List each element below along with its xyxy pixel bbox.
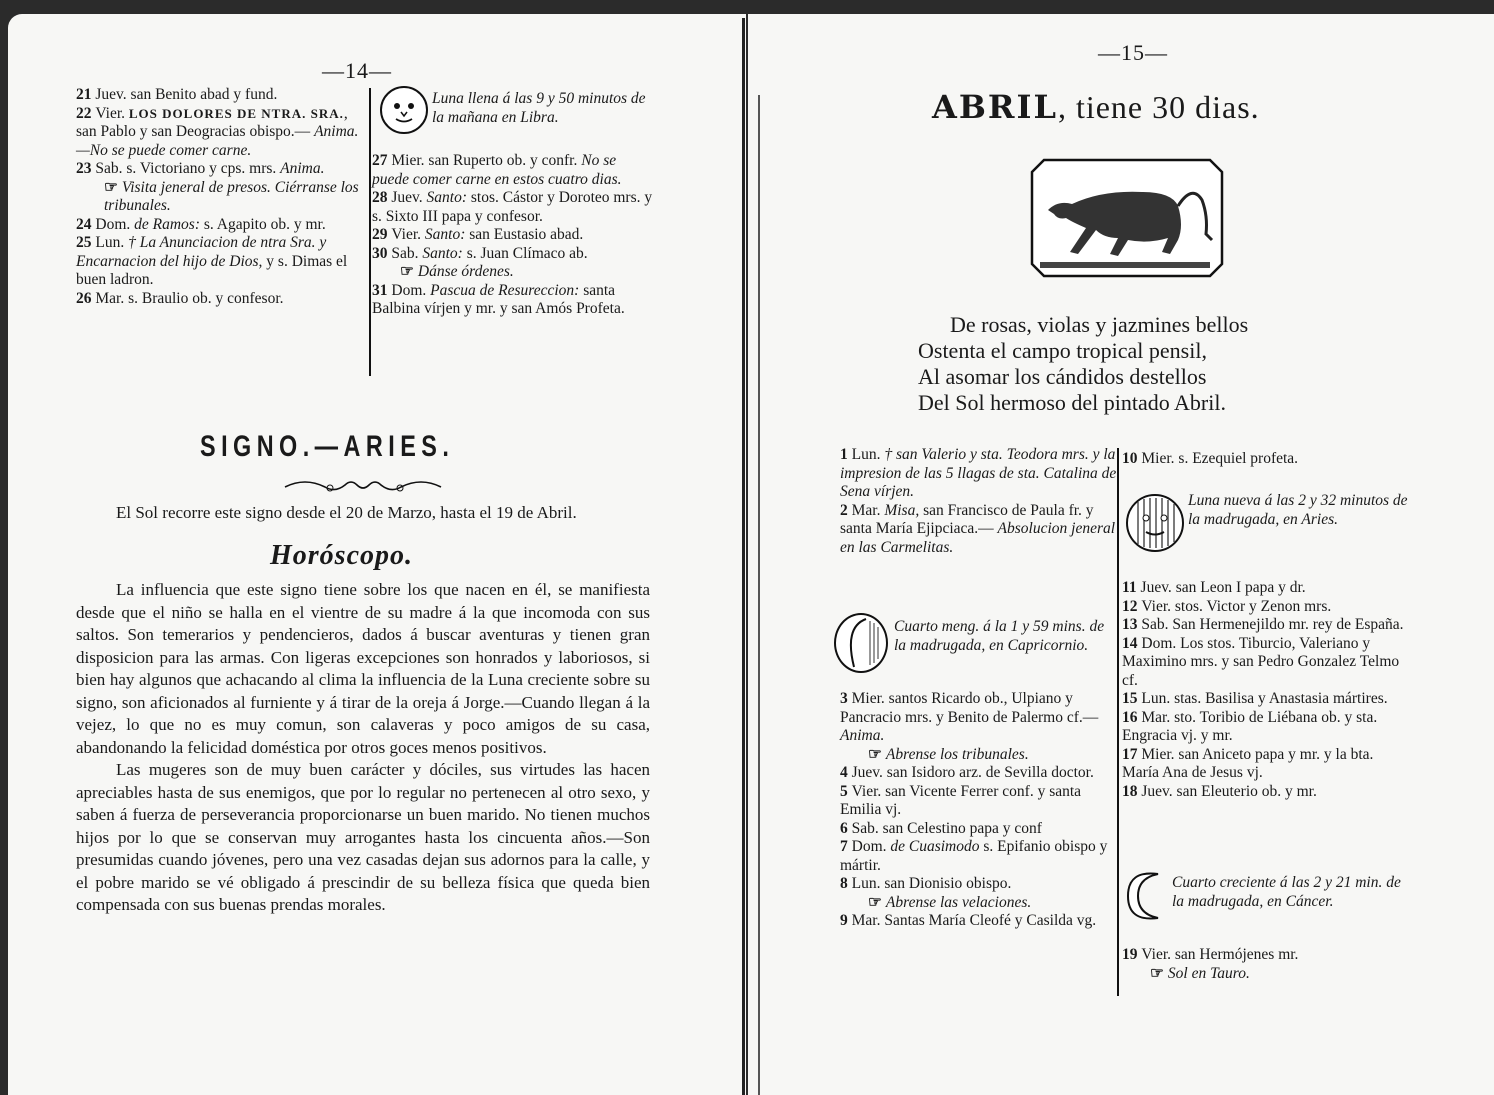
- waning-moon-note: Cuarto meng. á la 1 y 59 mins. de la madrugada, en Capricornio.: [894, 618, 1105, 654]
- day-of-week: Vier.: [1141, 946, 1175, 963]
- day-number: 17: [1122, 745, 1142, 763]
- column-divider: [1117, 448, 1119, 996]
- month-name: ABRIL: [932, 88, 1058, 126]
- note-text: Dánse órdenes.: [417, 263, 514, 280]
- horoscopo-paragraph-1: La influencia que este signo tiene sobre los que nacen en él, se manifiesta desde que el niño se halla en el vientre de su madre á la que incomoda con sus saltos. Son temerarios y pendencieros, dados á buscar aventuras y tienen gran disposicion para las armas. Con ligeras excepciones son honrados y laboriosos, si bien hay algunos que achacando al clima la influencia de la Luna creciente sobre su signo, son aficionados al furniente y á tirar de la oreja á Jorge.—Cuando llegan á la vejez, lo que no es muy comun, son calaveras y poco amigos de su casa, abandonando la felicidad doméstica por otros goces menos positivos.: [76, 580, 650, 757]
- saints-text: Santas María Cleofé y Casilda vg.: [884, 912, 1097, 929]
- calendar-note: [76, 179, 366, 216]
- calendar-day-entry: [1122, 635, 1412, 691]
- day-number: 22: [76, 104, 96, 122]
- calendar-day-entry: [76, 290, 366, 309]
- new-moon-note: Luna nueva á las 2 y 32 minutos de la madrugada, en Aries.: [1188, 492, 1408, 528]
- new-moon-icon: [1126, 494, 1184, 552]
- observance-text: Anima.: [280, 160, 325, 177]
- saints-text: san Isidoro arz. de Sevilla doctor.: [886, 764, 1094, 781]
- day-of-week: Vier.: [851, 782, 886, 800]
- feast-label: † La Anunciacion de ntra Sra. y Encarnacion del hijo de Dios,: [76, 234, 327, 270]
- day-number: 13: [1122, 616, 1142, 633]
- pointing-hand-icon: ☞: [400, 263, 414, 280]
- pointing-hand-icon: ☞: [1150, 964, 1164, 982]
- april-calendar-column-2a: [1122, 450, 1412, 469]
- day-of-week: Dom.: [391, 281, 431, 299]
- calendar-day-entry: [76, 86, 366, 105]
- note-text: Sol en Tauro.: [1167, 964, 1250, 982]
- day-of-week: Sab.: [391, 244, 423, 262]
- day-of-week: Lun.: [851, 446, 885, 463]
- day-of-week: Mar.: [95, 289, 129, 307]
- calendar-day-entry: [1122, 598, 1412, 617]
- signo-title: SIGNO.—ARIES.: [200, 430, 455, 463]
- calendar-day-entry: [1122, 616, 1412, 635]
- saints-text: stos. Victor y Zenon mrs.: [1174, 597, 1332, 615]
- day-of-week: Sab.: [851, 819, 883, 837]
- day-number: 4: [840, 764, 852, 781]
- poem-line-3: Al asomar los cándidos destellos: [918, 364, 1207, 389]
- day-number: 18: [1122, 782, 1142, 800]
- march-calendar-column-2: [372, 152, 656, 319]
- saints-text: san Benito abad y fund.: [130, 86, 278, 103]
- saints-text: san Celestino papa y conf: [882, 819, 1042, 837]
- waning-moon-icon: [834, 613, 888, 673]
- day-of-week: Juev.: [851, 764, 887, 781]
- day-of-week: Juev.: [95, 86, 131, 103]
- day-of-week: Juev.: [391, 189, 427, 206]
- day-number: 26: [76, 289, 96, 307]
- calendar-day-entry: [372, 245, 656, 264]
- calendar-day-entry: [1122, 746, 1412, 783]
- saints-text: stas. Basilisa y Anastasia mártires.: [1174, 690, 1388, 707]
- poem-line-1: De rosas, violas y jazmines bellos: [950, 312, 1249, 337]
- saints-text: s. Ezequiel profeta.: [1178, 450, 1299, 467]
- pointing-hand-icon: ☞: [104, 178, 118, 196]
- taurus-bull-icon: [1030, 158, 1224, 278]
- day-number: 16: [1122, 708, 1142, 726]
- april-poem: [918, 312, 1248, 416]
- day-number: 30: [372, 244, 392, 262]
- day-number: 14: [1122, 634, 1142, 652]
- note-text: Visita jeneral de presos. Ciérranse los tribunales.: [104, 178, 359, 214]
- full-moon-note: Luna llena á las 9 y 50 minutos de la mañana en Libra.: [432, 90, 646, 126]
- calendar-day-entry: [372, 282, 656, 319]
- note-text: Abrense los tribunales.: [885, 745, 1029, 763]
- saints-text: s. Epifanio obispo y mártir.: [840, 838, 1108, 874]
- calendar-day-entry: [1122, 783, 1412, 802]
- calendar-day-entry: [840, 502, 1118, 558]
- month-days: , tiene 30 dias.: [1057, 89, 1260, 125]
- observance-text: Anima.—No se puede comer carne.: [76, 123, 359, 159]
- day-of-week: Sab.: [1141, 616, 1173, 633]
- day-of-week: Mier.: [1141, 450, 1179, 467]
- calendar-day-entry: [1122, 946, 1412, 965]
- pointing-hand-icon: ☞: [868, 745, 882, 763]
- calendar-day-entry: [1122, 690, 1412, 709]
- poem-line-2: Ostenta el campo tropical pensil,: [918, 338, 1207, 363]
- saints-text: s. Juan Clímaco ab.: [466, 244, 588, 262]
- calendar-note: [840, 746, 1118, 765]
- day-of-week: Juev.: [1141, 782, 1177, 800]
- feast-label: Misa,: [884, 501, 924, 519]
- day-of-week: Lun.: [1141, 690, 1175, 707]
- saints-text: san Aniceto papa y mr. y la bta. María Ana de Jesus vj.: [1122, 745, 1374, 781]
- book-gutter-shadow: [758, 95, 760, 1095]
- day-of-week: Vier.: [1141, 597, 1175, 615]
- calendar-note: [372, 263, 656, 282]
- april-calendar-column-2b: [1122, 579, 1412, 801]
- book-gutter: [742, 18, 745, 1095]
- calendar-day-entry: [840, 912, 1118, 931]
- saints-text: y s. Dimas el buen ladron.: [76, 252, 348, 288]
- observance-text: No se puede comer carne en estos cuatro dias.: [372, 152, 622, 188]
- day-number: 11: [1122, 579, 1141, 596]
- saints-text: san Eustasio abad.: [469, 226, 584, 243]
- month-title: [932, 88, 1260, 126]
- day-of-week: Dom.: [95, 215, 135, 233]
- observance-text: Absolucion jeneral en las Carmelitas.: [840, 520, 1116, 556]
- calendar-day-entry: [840, 820, 1118, 839]
- horoscopo-paragraph-2: Las mugeres son de muy buen carácter y dóciles, sus virtudes las hacen apreciables hasta de sus enemigos, que por lo regular no pertenecen al otro sexo, y saben á fuerza de perseverancia proporcionarse un buen marido. No tienen muchos hijos por lo que se conservan muy arrogantes hasta los cincuenta años.—Son presumidas cuando jóvenes, pero una vez casadas dejan sus adornos para la calle, y el pobre marido se vé obligado á prescindir de su belleza física que queda bien compensada con sus buenas prendas morales.: [76, 760, 650, 914]
- feast-label: Santo:: [426, 189, 471, 206]
- calendar-day-entry: [76, 105, 366, 161]
- saints-text: san Eleuterio ob. y mr.: [1176, 782, 1317, 800]
- day-number: 23: [76, 160, 96, 177]
- saints-text: , san Pablo y san Deogracias obispo.—: [76, 104, 348, 140]
- april-calendar-column-1b: [840, 690, 1118, 931]
- saints-text: san Ruperto ob. y confr.: [428, 152, 582, 169]
- signo-intro-text: El Sol recorre este signo desde el 20 de Marzo, hasta el 19 de Abril.: [116, 503, 577, 522]
- calendar-day-entry: [840, 690, 1118, 746]
- day-of-week: Dom.: [851, 838, 891, 855]
- calendar-day-entry: [840, 875, 1118, 894]
- saints-text: san Leon I papa y dr.: [1175, 579, 1306, 596]
- calendar-note: [1122, 965, 1412, 984]
- feast-label: de Cuasimodo: [890, 838, 984, 855]
- full-moon-icon: [380, 86, 428, 134]
- feast-name: LOS DOLORES DE NTRA. SRA.: [128, 105, 344, 121]
- page-number-15: —15—: [1098, 40, 1168, 65]
- calendar-day-entry: [76, 216, 366, 235]
- day-of-week: Sab.: [95, 160, 127, 177]
- calendar-day-entry: [76, 234, 366, 290]
- day-of-week: Vier.: [391, 226, 425, 243]
- poem-line-4: Del Sol hermoso del pintado Abril.: [918, 390, 1226, 415]
- calendar-day-entry: [1122, 450, 1412, 469]
- waxing-moon-note: Cuarto creciente á las 2 y 21 min. de la madrugada, en Cáncer.: [1172, 874, 1401, 910]
- signo-intro: [76, 502, 650, 525]
- calendar-day-entry: [372, 152, 656, 189]
- march-calendar-column-1: [76, 86, 366, 308]
- day-of-week: Lun.: [851, 875, 885, 892]
- day-number: 2: [840, 501, 852, 519]
- saints-text: santa Balbina vírjen y mr. y san Amós Profeta.: [372, 281, 625, 317]
- day-number: 19: [1122, 946, 1142, 963]
- day-number: 25: [76, 234, 96, 251]
- waxing-moon-icon: [1122, 868, 1168, 922]
- day-of-week: Mar.: [851, 912, 885, 929]
- day-of-week: Mar.: [851, 501, 885, 519]
- horoscopo-heading: Horóscopo.: [270, 540, 413, 571]
- april-calendar-column-1a: [840, 446, 1118, 557]
- day-number: 6: [840, 819, 852, 837]
- day-number: 8: [840, 875, 852, 892]
- day-number: 3: [840, 690, 852, 707]
- day-of-week: Mier.: [851, 690, 889, 707]
- day-number: 28: [372, 189, 392, 206]
- day-of-week: Lun.: [95, 234, 129, 251]
- saints-text: sto. Toribio de Liébana ob. y sta. Engracia vj. y mr.: [1122, 708, 1378, 744]
- saints-text: san Francisco de Paula fr. y santa María Ejipciaca.—: [840, 501, 1094, 537]
- feast-label: de Ramos:: [134, 215, 204, 233]
- day-of-week: Mier.: [391, 152, 429, 169]
- day-of-week: Dom.: [1141, 634, 1181, 652]
- saints-text: san Dionisio obispo.: [884, 875, 1012, 892]
- calendar-note: [840, 894, 1118, 913]
- calendar-day-entry: [372, 226, 656, 245]
- feast-label: Santo:: [424, 226, 470, 243]
- saints-text: San Hermenejildo mr. rey de España.: [1172, 616, 1404, 633]
- saints-text: stos. Cástor y Doroteo mrs. y s. Sixto III papa y confesor.: [372, 189, 653, 225]
- pointing-hand-icon: ☞: [868, 893, 882, 911]
- saints-text: s. Agapito ob. y mr.: [203, 215, 326, 233]
- day-number: 7: [840, 838, 852, 855]
- day-number: 21: [76, 86, 96, 103]
- day-number: 1: [840, 446, 852, 463]
- feast-label: Pascua de Resureccion:: [430, 281, 584, 299]
- calendar-day-entry: [76, 160, 366, 179]
- calendar-day-entry: [372, 189, 656, 226]
- day-number: 31: [372, 281, 392, 299]
- saints-text: s. Braulio ob. y confesor.: [128, 289, 284, 307]
- april-calendar-column-2c: [1122, 946, 1412, 983]
- day-number: 15: [1122, 690, 1142, 707]
- day-of-week: Juev.: [1140, 579, 1176, 596]
- day-number: 9: [840, 912, 852, 929]
- day-number: 12: [1122, 597, 1142, 615]
- saints-text: Los stos. Tiburcio, Valeriano y Maximino mrs. y san Pedro Gonzalez Telmo cf.: [1122, 634, 1400, 689]
- calendar-day-entry: [840, 764, 1118, 783]
- day-number: 27: [372, 152, 392, 169]
- calendar-day-entry: [1122, 579, 1412, 598]
- calendar-day-entry: [840, 783, 1118, 820]
- day-of-week: Vier.: [95, 104, 129, 122]
- day-of-week: Mier.: [1141, 745, 1179, 763]
- saints-text: san Hermójenes mr.: [1174, 946, 1299, 963]
- saints-text: santos Ricardo ob., Ulpiano y Pancracio mrs. y Benito de Palermo cf.—: [840, 690, 1099, 726]
- feast-label: † san Valerio y sta. Teodora mrs. y la impresion de las 5 llagas de sta. Catalina de Sena vírjen.: [840, 446, 1117, 500]
- column-divider: [369, 88, 371, 376]
- day-number: 10: [1122, 450, 1142, 467]
- calendar-day-entry: [840, 838, 1118, 875]
- observance-text: Anima.: [840, 727, 885, 744]
- saints-text: san Vicente Ferrer conf. y santa Emilia vj.: [840, 782, 1082, 818]
- day-of-week: Mar.: [1141, 708, 1175, 726]
- calendar-day-entry: [840, 446, 1118, 502]
- feast-label: Santo:: [422, 244, 467, 262]
- day-number: 24: [76, 215, 96, 233]
- horoscopo-body: [76, 579, 650, 917]
- decorative-flourish-icon: [280, 475, 450, 497]
- calendar-day-entry: [1122, 709, 1412, 746]
- note-text: Abrense las velaciones.: [885, 893, 1032, 911]
- saints-text: s. Victoriano y cps. mrs.: [126, 160, 281, 177]
- page-number-14: —14—: [322, 58, 392, 83]
- day-number: 5: [840, 782, 852, 800]
- day-number: 29: [372, 226, 392, 243]
